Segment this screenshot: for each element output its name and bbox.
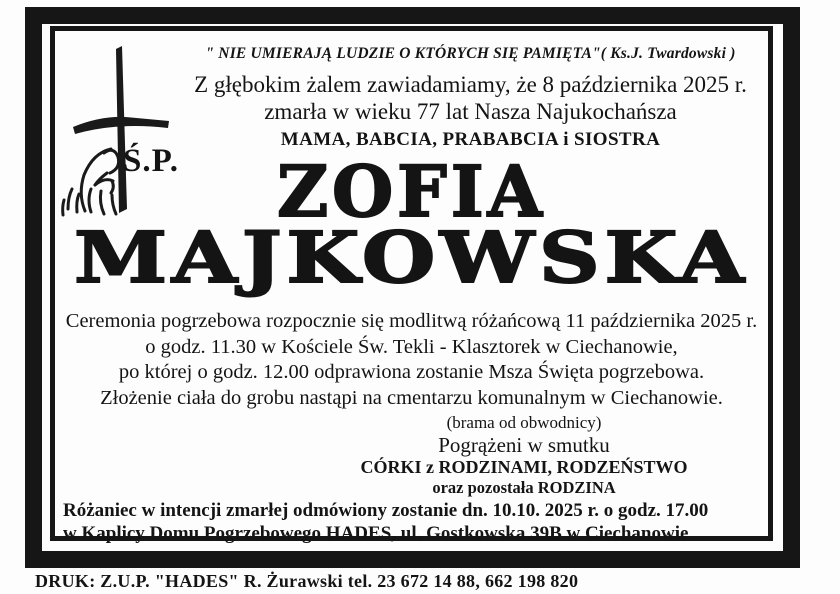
deceased-last-name: MAJKOWSKA [74,216,749,299]
mourning-intro: Pogrążeni w smutku [438,433,610,457]
rosary-line-1: Różaniec w intencji zmarłej odmówiony zostanie dn. 10.10. 2025 r. o godz. 17.00 [63,500,709,521]
inner-frame [50,26,773,544]
rosary-line-2: w Kaplicy Domu Pogrzebowego HADES, ul. Gostkowska 39B w Ciechanowie [63,522,689,544]
deceased-first-name: ZOFIA [277,150,546,233]
gate-note: (brama od obwodnicy) [446,413,602,432]
sp-abbreviation: Ś.P. [123,143,179,179]
printer-credit: DRUK: Z.U.P. "HADES" R. Żurawski tel. 23 672 14 88, 662 198 820 [35,571,579,591]
mourners-line-2: oraz pozostała RODZINA [432,478,616,497]
obituary-content [55,31,768,544]
ceremony-details [61,309,762,411]
ceremony-line: Ceremonia pogrzebowa rozpocznie się modlitwą różańcową 11 października 2025 r. [65,310,758,332]
ceremony-line: Złożenie ciała do grobu nastąpi na cmentarzu komunalnym w Ciechanowie. [100,386,723,409]
ceremony-line: po której o godz. 12.00 odprawiona zostanie Msza Święta pogrzebowa. [118,361,705,383]
ceremony-line: o godz. 11.30 w Kościele Św. Tekli - Klasztorek w Ciechanowie, [145,335,678,358]
relation-line: MAMA, BABCIA, PRABABCIA i SIOSTRA [280,129,661,150]
announcement-line-2: zmarła w wieku 77 lat Nasza Najukochańsza [264,99,677,124]
memorial-quote: " NIE UMIERAJĄ LUDZIE O KTÓRYCH SIĘ PAMIĘTA"( Ks.J. Twardowski ) [205,45,736,62]
cross-with-mourning-figure-icon [55,37,207,219]
mourners-block [314,413,734,497]
announcement-line-1: Z głębokim żalem zawiadamiamy, że 8 października 2025 r. [194,72,747,97]
announcement-block [179,35,762,151]
outer-frame [25,7,800,568]
rosary-details [63,500,762,545]
mourners-line-1: CÓRKI z RODZINAMI, RODZEŃSTWO [360,457,688,477]
